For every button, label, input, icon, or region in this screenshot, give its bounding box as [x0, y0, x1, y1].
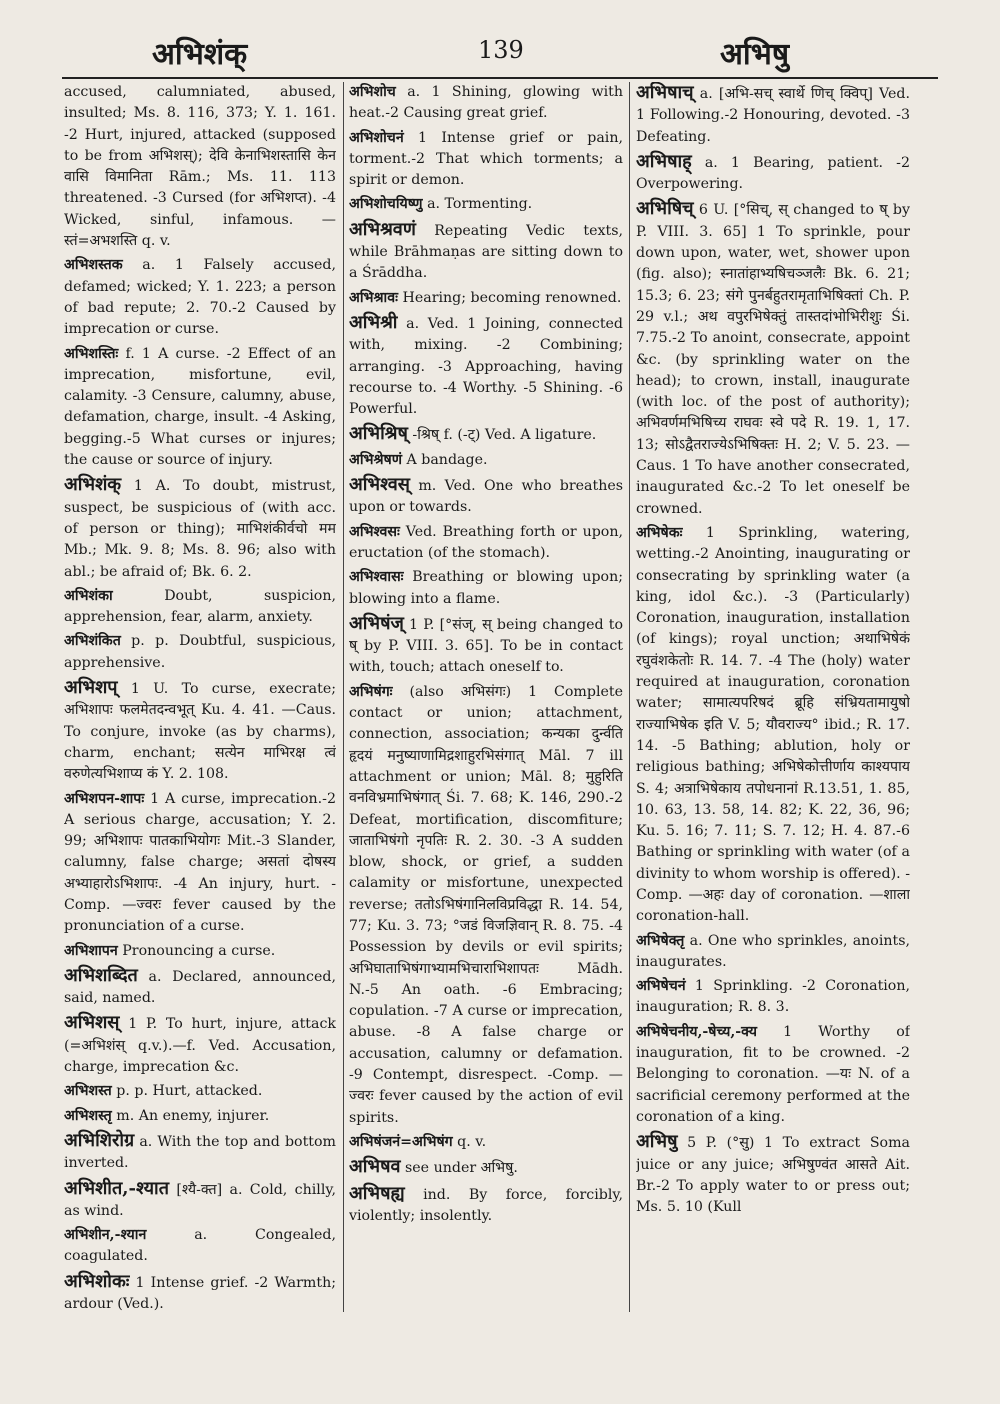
entry-headword: अभिशस्तृ — [64, 1107, 112, 1124]
entry-definition: a. With the top and bottom inverted. — [64, 1133, 336, 1172]
entry-headword: अभिश्रिष् — [349, 423, 408, 445]
entry-headword: अभिषंजनं=अभिषंग — [349, 1133, 453, 1150]
dictionary-entry — [636, 523, 910, 928]
dictionary-entry — [349, 423, 623, 446]
column-divider — [629, 82, 630, 1312]
dictionary-entry — [636, 976, 910, 1019]
entry-headword: अभिषंज् — [349, 612, 404, 634]
entry-definition: 1 A curse, imprecation.-2 A serious charge, accusation; Y. 2. 99; अभिशापः पातकाभियोगः Mit.-3 Slander, calumny, false charge; असतां दोषस्य अभ्याहारोऽभिशापः. -4 An injury, hurt. -Comp. —ज्वरः fever caused by the pronunciation of a curse. — [64, 790, 336, 935]
dictionary-entry — [349, 613, 623, 679]
dictionary-entry — [64, 344, 336, 472]
dictionary-entry — [64, 586, 336, 629]
entry-definition: a. Declared, announced, said, named. — [64, 968, 336, 1007]
dictionary-entry — [64, 255, 336, 340]
entry-headword: अभिशोच — [349, 84, 396, 100]
entry-definition: 1 Intense grief. -2 Warmth; ardour (Ved.). — [64, 1274, 336, 1312]
dictionary-entry — [349, 1132, 623, 1153]
dictionary-entry — [64, 941, 336, 962]
entry-headword: अभिशस्त — [64, 1083, 112, 1100]
column-1 — [64, 82, 336, 1312]
entry-headword: अभिशस्तक — [64, 257, 123, 274]
left-running-headword: अभिशंक् — [152, 37, 248, 72]
dictionary-entry — [64, 82, 336, 252]
dictionary-entry — [349, 1183, 623, 1228]
dictionary-entry — [349, 1156, 623, 1179]
entry-headword: अभिश्वासः — [349, 569, 404, 586]
dictionary-entry — [349, 682, 623, 1129]
dictionary-entry — [64, 474, 336, 582]
entry-definition: p. p. Doubtful, suspicious, apprehensive. — [64, 633, 336, 671]
entry-definition: 1 Worthy of inauguration, fit to be crowned. -2 Belonging to coronation. —यः N. of a sacrificial ceremony performed at the coronation of a king. — [636, 1023, 910, 1125]
dictionary-entry — [64, 1178, 336, 1223]
entry-definition: -श्रिष् f. (-ट्) Ved. A ligature. — [412, 427, 597, 444]
entry-definition: 1 P. To hurt, injure, attack (=अभिशंस् q.v.).—f. Ved. Accusation, charge, imprecation &c. — [64, 1016, 336, 1076]
entry-headword: अभिशस् — [64, 1012, 120, 1034]
dictionary-entry — [64, 677, 336, 785]
dictionary-entry — [64, 965, 336, 1010]
entry-headword: अभिश्रवणं — [349, 218, 416, 240]
entry-definition: 1 Intense grief or pain, torment.-2 That which torments; a spirit or demon. — [349, 129, 623, 189]
dictionary-entry — [64, 1012, 336, 1078]
dictionary-entry — [636, 198, 910, 519]
dictionary-entry — [636, 1022, 910, 1128]
entry-definition: Pronouncing a curse. — [122, 942, 276, 959]
entry-definition: p. p. Hurt, attacked. — [116, 1083, 263, 1100]
dictionary-entry — [64, 1081, 336, 1102]
right-running-headword: अभिषु — [720, 37, 790, 72]
entry-headword: अभिषाह् — [636, 150, 692, 172]
entry-headword: अभिश्रेषणं — [349, 451, 402, 468]
entry-headword: अभिशस्तिः — [64, 345, 119, 362]
dictionary-entry — [349, 522, 623, 565]
entry-definition: 1 P. [°संज्, स् being changed to ष् by P. VIII. 3. 65]. To be in contact with, touch; attach oneself to. — [349, 616, 623, 676]
entry-definition: a. Congealed, coagulated. — [64, 1227, 336, 1265]
entry-headword: अभिशोचयिष्णु — [349, 196, 423, 213]
entry-headword: अभिषेचनं — [636, 978, 686, 995]
entry-definition: 1 Sprinkling. -2 Coronation, inauguration; R. 8. 3. — [636, 978, 910, 1016]
entry-definition: accused, calumniated, abused, insulted; Ms. 8. 116, 373; Y. 1. 161. -2 Hurt, injured, attacked (supposed to be from अभिशस्); देवि केनाभिशस्तासि केन वासि विमानिता Rām.; Ms. 11. 113 threatened. -3 Cursed (for अभिशप्त). -4 Wicked, sinful, infamous. —स्तं=अभशस्ति q. v. — [64, 84, 336, 250]
entry-headword: अभिशीत,-श्यात — [64, 1177, 169, 1199]
entry-headword: अभिषव — [349, 1156, 401, 1178]
dictionary-entry — [64, 1106, 336, 1127]
dictionary-entry — [349, 194, 623, 215]
entry-headword: अभिशंकित — [64, 633, 121, 650]
dictionary-entry — [349, 219, 623, 285]
entry-definition: [श्यै-क्त] a. Cold, chilly, as wind. — [64, 1181, 336, 1219]
entry-definition: m. Ved. One who breathes upon or towards. — [349, 478, 623, 516]
entry-definition: a. 1 Falsely accused, defamed; wicked; Y. 1. 223; a person of bad repute; 2. 70.-2 Caused by imprecation or curse. — [64, 257, 336, 338]
dictionary-entry — [349, 567, 623, 610]
entry-definition: Doubt, suspicion, apprehension, fear, alarm, anxiety. — [64, 587, 336, 626]
entry-definition: (also अभिसंगः) 1 Complete contact or union; attachment, connection, association; कन्यका दुर्न्वति हृदयं मनुष्याणामिद्रशाहुरभिसंगात् Māl. 7 ill attachment or union; Māl. 8; मुहुरिति वनविभ्रमाभिषंगात् Śi. 7. 68; K. 146, 290.-2 Defeat, mortification, discomfiture; जाताभिषंगो नृपतिः R. 2. 30. -3 A sudden blow, shock, or grief, a sudden calamity or misfortune, unexpected reverse; ततोऽभिषंगानिलविप्रविद्धा R. 14. 54, 77; Ku. 3. 73; °जडं विजज्ञिवान् R. 8. 75. -4 Possession by devils or evil spirits; अभिघाताभिषंगाभ्यामभिचाराभिशापतः Mādh. N.-5 An oath. -6 Embracing; copulation. -7 A curse or imprecation, abuse. -8 A false charge or accusation, calumny or defamation. -9 Contempt, disrespect. -Comp. —ज्वरः fever caused by the action of evil spirits. — [349, 683, 623, 1126]
entry-definition: a. Ved. 1 Joining, connected with, mixing. -2 Combining; arranging. -3 Approaching, having recourse to. -4 Worthy. -5 Shining. -6 Powerful. — [349, 315, 623, 418]
header-rule — [62, 77, 938, 79]
entry-headword: अभिशंक् — [64, 474, 122, 496]
entry-headword: अभिशीन,-श्यान — [64, 1227, 147, 1244]
entry-definition: m. An enemy, injurer. — [116, 1107, 270, 1124]
column-3 — [636, 82, 910, 1312]
entry-definition: see under अभिषु. — [405, 1160, 518, 1177]
page-header — [60, 28, 940, 78]
entry-definition: 6 U. [°सिच्, स् changed to ष् by P. VIII. 3. 65] 1 To sprinkle, pour down upon, water, wet, shower upon (fig. also); स्नातांहाभ्यषिचञ्जलैः Bk. 6. 21; 15.3; 6. 23; संगे पुनर्बहुतरामृताभिषिक्तां Ch. P. 29 v.l.; अथ वपुरभिषेक्तुं तास्तदांभोभिरीशुः Śi. 7.75.-2 To anoint, consecrate, appoint &c. (by sprinkling water on the head); to crown, install, inaugurate (with loc. of the post of authority); अभिवर्णमभिषिच्य राघवः स्वे पदे R. 19. 1, 17. 13; सोऽद्वैतराज्येऽभिषिक्तः H. 2; V. 5. 23. —Caus. 1 To have another consecrated, inaugurated &c.-2 To let oneself be crowned. — [636, 202, 910, 517]
entry-headword: अभिषह्य — [349, 1182, 405, 1204]
entry-headword: अभिश्री — [349, 311, 398, 333]
dictionary-entry — [349, 288, 623, 309]
entry-definition: A bandage. — [406, 451, 488, 468]
entry-headword: अभिशपन-शापः — [64, 790, 145, 807]
column-2 — [349, 82, 623, 1312]
page-number: 139 — [478, 36, 524, 64]
dictionary-entry — [349, 450, 623, 471]
entry-definition: 1 U. To curse, execrate; अभिशापः फलमेतदन्वभूत् Ku. 4. 41. —Caus. To conjure, invoke (as by charms), charm, enchant; सत्येन माभिरक्ष त्वं वरुणेत्यभिशाप्य कं Y. 2. 108. — [64, 681, 336, 783]
entry-definition: a. One who sprinkles, anoints, inaugurates. — [636, 932, 910, 970]
entry-definition: a. [अभि-सच् स्वार्थे णिच् क्विप्] Ved. 1 Following.-2 Honouring, devoted. -3 Defeating. — [636, 86, 910, 145]
entry-definition: q. v. — [457, 1133, 487, 1150]
dictionary-entry — [64, 789, 336, 938]
entry-definition: ind. By force, forcibly, violently; insolently. — [349, 1186, 623, 1224]
entry-headword: अभिश्रावः — [349, 289, 398, 306]
dictionary-entry — [64, 1271, 336, 1312]
entry-headword: अभिषेक्तृ — [636, 932, 685, 949]
dictionary-entry — [349, 82, 623, 125]
entry-definition: Hearing; becoming renowned. — [402, 289, 622, 306]
dictionary-entry — [349, 312, 623, 420]
dictionary-entry — [636, 1131, 910, 1218]
dictionary-entry — [349, 474, 623, 519]
entry-headword: अभिषेचनीय,-षेच्य,-क्य — [636, 1023, 757, 1040]
entry-definition: a. 1 Shining, glowing with heat.-2 Causing great grief. — [349, 84, 623, 122]
dictionary-entry — [349, 128, 623, 192]
entry-definition: a. 1 Bearing, patient. -2 Overpowering. — [636, 154, 910, 193]
entry-headword: अभिषंगः — [349, 683, 393, 700]
dictionary-entry — [64, 1225, 336, 1268]
entry-headword: अभिशापन — [64, 942, 118, 959]
entry-headword: अभिश्वसः — [349, 523, 400, 540]
entry-definition: 1 Sprinkling, watering, wetting.-2 Anointing, inaugurating or consecrating by sprinkling water (a king, idol &c.). -3 (Particularly) Coronation, inauguration, installation (of kings); royal unction; अथाभिषेकं रघुवंशकेतोः R. 14. 7. -4 The (holy) water required at inauguration, coronation water; सामात्यपरिषदं ब्रूहि संभ्रियतामायुषो राज्याभिषेक इति V. 5; यौवराज्य° ibid.; R. 17. 14. -5 Bathing; ablution, holy or religious bathing; अभिषेकोत्तीर्णाय काश्यपाय S. 4; अत्राभिषेकाय तपोधनानां R.13.51, 1. 85, 10. 63, 13. 58, 14. 82; K. 22, 36, 96; Ku. 5. 16; 7. 11; S. 7. 12; H. 4. 87.-6 Bathing or sprinkling with water (of a divinity to whom worship is offered). -Comp. —अहः day of coronation. —शाला coronation-hall. — [636, 524, 910, 925]
entry-headword: अभिशोकः — [64, 1270, 130, 1292]
column-divider — [343, 82, 344, 1312]
dictionary-entry — [64, 1130, 336, 1175]
entry-headword: अभिशोचनं — [349, 129, 404, 146]
entry-definition: 1 A. To doubt, mistrust, suspect, be suspicious of (with acc. of person or thing); माभिशंकीर्वचो मम Mb.; Mk. 9. 8; Ms. 8. 96; also with abl.; be afraid of; Bk. 6. 2. — [64, 478, 336, 580]
entry-definition: f. 1 A curse. -2 Effect of an imprecation, misfortune, evil, calamity. -3 Censure, calumny, abuse, defamation, charge, insult. -4 Asking, begging.-5 What curses or injures; the cause or source of injury. — [64, 345, 336, 469]
dictionary-entry — [64, 631, 336, 674]
dictionary-entry — [636, 931, 910, 974]
entry-headword: अभिशब्दित — [64, 964, 138, 986]
entry-headword: अभिषाच् — [636, 82, 694, 103]
entry-headword: अभिशंका — [64, 587, 113, 604]
dictionary-entry — [636, 151, 910, 196]
entry-headword: अभिशिरोग्र — [64, 1129, 135, 1151]
entry-headword: अभिशप् — [64, 677, 118, 699]
entry-headword: अभिश्वस् — [349, 474, 410, 496]
entry-headword: अभिषिच् — [636, 198, 694, 220]
entry-definition: Breathing or blowing upon; blowing into a flame. — [349, 569, 623, 607]
entry-headword: अभिषेकः — [636, 524, 683, 541]
entry-definition: Ved. Breathing forth or upon, eructation (of the stomach). — [349, 523, 623, 561]
dictionary-entry — [636, 82, 910, 148]
entry-definition: 5 P. (°सु) 1 To extract Soma juice or any juice; अभिषुण्वंत आसते Ait. Br.-2 To apply water to or press out; Ms. 5. 10 (Kull — [636, 1135, 910, 1216]
entry-definition: a. Tormenting. — [427, 196, 533, 213]
entry-headword: अभिषु — [636, 1131, 678, 1153]
entry-definition: Repeating Vedic texts, while Brāhmaṇas are sitting down to a Śrāddha. — [349, 222, 623, 282]
